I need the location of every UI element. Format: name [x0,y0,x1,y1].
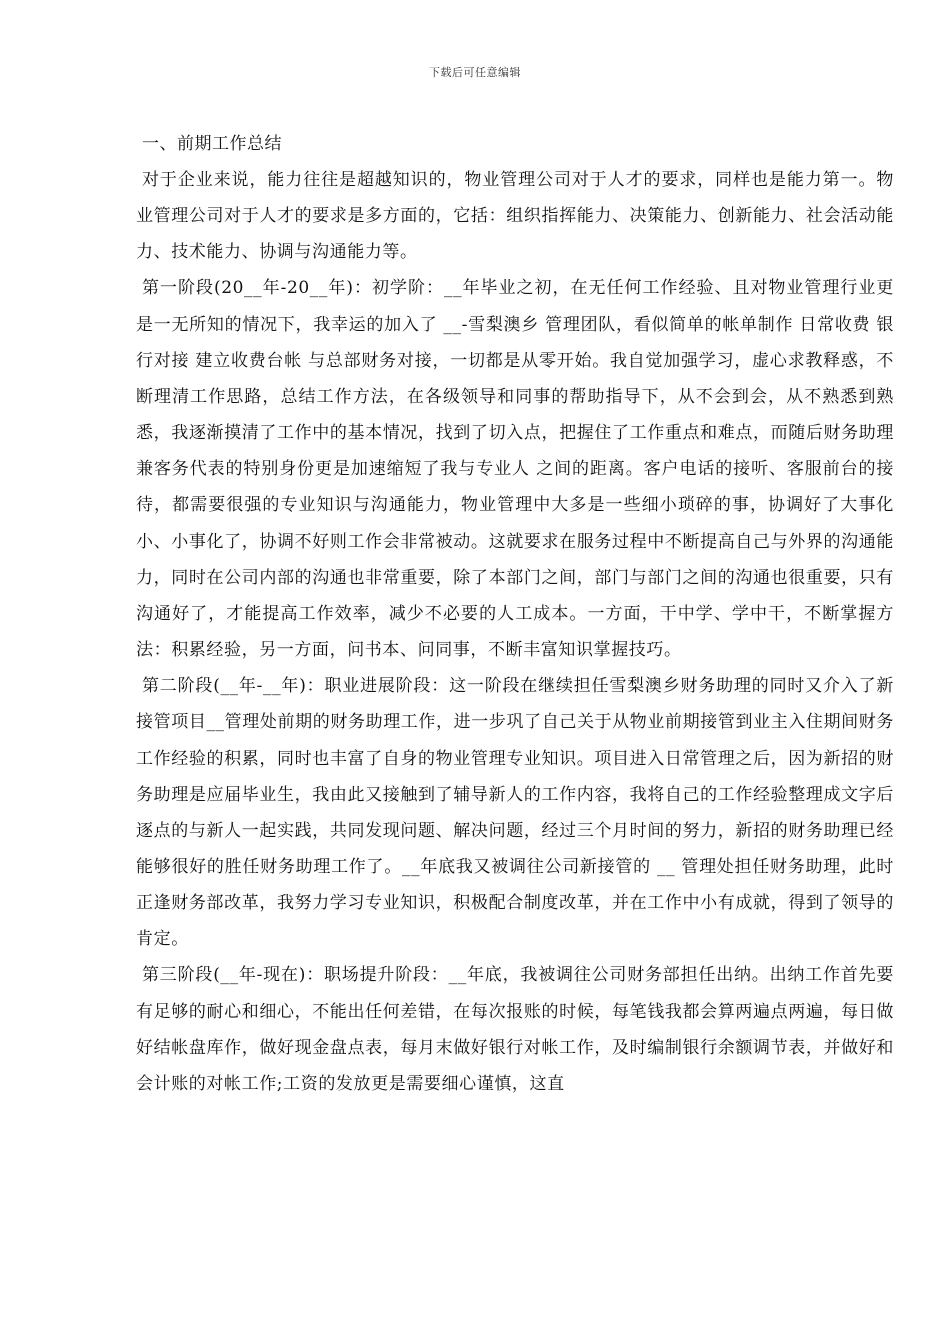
paragraph-stage-three: 第三阶段(__年-现在)：职场提升阶段：__年底，我被调往公司财务部担任出纳。出纳工作首先要有足够的耐心和细心，不能出任何差错，在每次报账的时候，每笔钱我都会算两遍点两遍，每日做好结帐盘库作，做好现金盘点表，每月末做好银行对帐工作，及时编制银行余额调节表，并做好和会计账的对帐工作;工资的发放更是需要细心谨慎，这直 [136,965,894,1094]
paragraph-stage-one: 第一阶段(20__年-20__年)：初学阶：__年毕业之初，在无任何工作经验、且对物业管理行业更是一无所知的情况下，我幸运的加入了 __-雪梨澳乡 管理团队，看似简单的帐单制作 日常收费 银行对接 建立收费台帐 与总部财务对接，一切都是从零开始。我自觉加强学习，虚心求教释惑，不断理清工作思路，总结工作方法，在各级领导和同事的帮助指导下，从不会到会，从不熟悉到熟悉，我逐渐摸清了工作中的基本情况，找到了切入点，把握住了工作重点和难点，而随后财务助理兼客务代表的特别身份更是加速缩短了我与专业人 之间的距离。客户电话的接听、客服前台的接待，都需要很强的专业知识与沟通能力，物业管理中大多是一些细小琐碎的事，协调好了大事化小、小事化了，协调不好则工作会非常被动。这就要求在服务过程中不断提高自己与外界的沟通能力，同时在公司内部的沟通也非常重要，除了本部门之间，部门与部门之间的沟通也很重要，只有沟通好了，才能提高工作效率，减少不必要的人工成本。一方面，干中学、学中干，不断掌握方法：积累经验，另一方面，问书本、问同事，不断丰富知识掌握技巧。 [136,278,894,661]
page-header: 下载后可任意编辑 [429,66,521,79]
document-body [136,126,894,1102]
paragraph-stage-two: 第二阶段(__年-__年)：职业进展阶段：这一阶段在继续担任雪梨澳乡财务助理的同时又介入了新接管项目__管理处前期的财务助理工作，进一步巩了自己关于从物业前期接管到业主入住期间财务工作经验的积累，同时也丰富了自身的物业管理专业知识。项目进入日常管理之后，因为新招的财务助理是应届毕业生，我由此又接触到了辅导新人的工作内容，我将自己的工作经验整理成文字后逐点的与新人一起实践，共同发现问题、解决问题，经过三个月时间的努力，新招的财务助理已经能够很好的胜任财务助理工作了。__年底我又被调往公司新接管的 __ 管理处担任财务助理，此时正逢财务部改革，我努力学习专业知识，积极配合制度改革，并在工作中小有成就，得到了领导的肯定。 [136,676,894,950]
paragraph-intro: 对于企业来说，能力往往是超越知识的，物业管理公司对于人才的要求，同样也是能力第一。物业管理公司对于人才的要求是多方面的，它括：组织指挥能力、决策能力、创新能力、社会活动能力、技术能力、协调与沟通能力等。 [136,170,894,263]
section-heading: 一、前期工作总结 [142,134,282,154]
